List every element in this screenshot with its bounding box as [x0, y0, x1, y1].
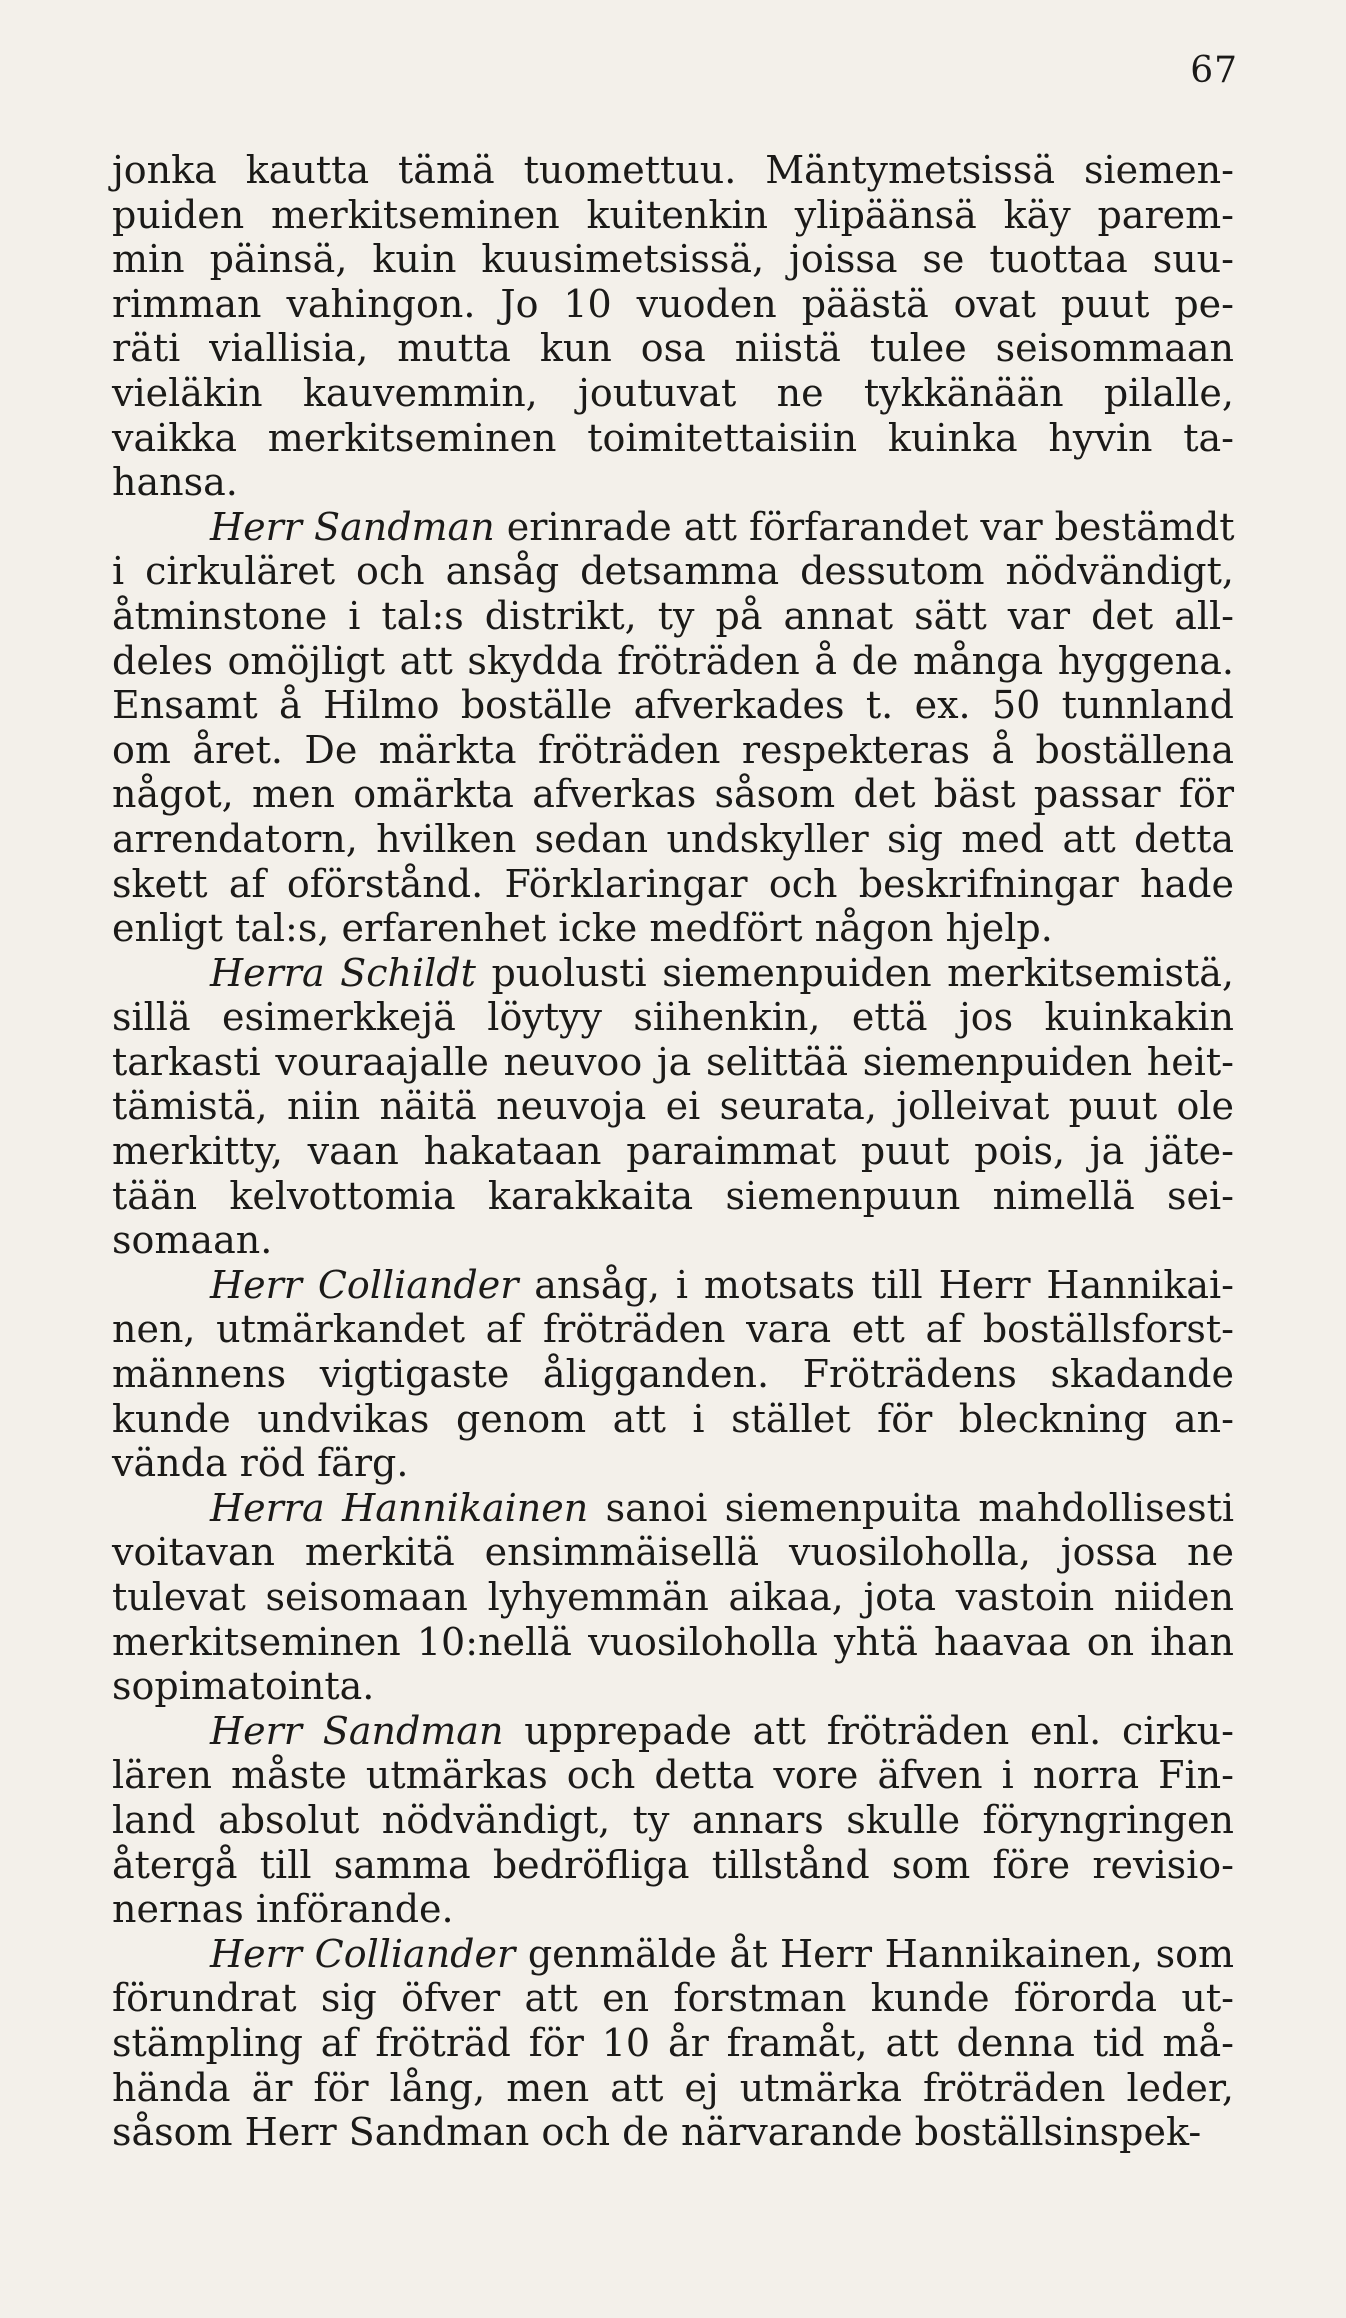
line-text: sanoi siemenpuita mahdollisesti [588, 1485, 1235, 1530]
text-line [112, 505, 1234, 550]
text-line: åtminstone i tal:s distrikt, ty på annat sätt var det all- [112, 593, 1234, 638]
text-line: räti viallisia, mutta kun osa niistä tulee seisommaan [112, 326, 1234, 371]
speaker-name: Herr Sandman [210, 504, 495, 549]
line-text: erinrade att förfarandet var bestämdt [494, 504, 1235, 549]
text-line: kunde undvikas genom att i stället för bleckning an- [112, 1396, 1234, 1441]
text-line: arrendatorn, hvilken sedan undskyller sig med att detta [112, 816, 1234, 861]
page-number: 67 [1190, 50, 1238, 91]
text-line [112, 951, 1234, 996]
text-line: Ensamt å Hilmo boställe afverkades t. ex. 50 tunnland [112, 683, 1234, 728]
text-line: land absolut nödvändigt, ty annars skulle föryngringen [112, 1797, 1234, 1842]
text-line: merkitty, vaan hakataan paraimmat puut pois, ja jäte- [112, 1129, 1234, 1174]
text-line [112, 1932, 1234, 1977]
text-line: somaan. [112, 1218, 273, 1263]
text-line: nen, utmärkandet af fröträden vara ett af boställsforst- [112, 1307, 1234, 1352]
text-line: sillä esimerkkejä löytyy siihenkin, että jos kuinkakin [112, 995, 1234, 1040]
text-line: vaikka merkitseminen toimitettaisiin kuinka hyvin ta- [112, 415, 1234, 460]
text-line: männens vigtigaste åligganden. Fröträdens skadande [112, 1352, 1234, 1397]
text-line: voitavan merkitä ensimmäisellä vuosiloholla, jossa ne [112, 1530, 1234, 1575]
text-line: lären måste utmärkas och detta vore äfven i norra Fin- [112, 1753, 1234, 1798]
line-text: puolusti siemenpuiden merkitsemistä, [475, 950, 1234, 995]
speaker-name: Herr Sandman [210, 1708, 504, 1753]
text-line: stämpling af fröträd för 10 år framåt, att denna tid må- [112, 2020, 1234, 2065]
text-line: tarkasti vouraajalle neuvoo ja selittää siemenpuiden heit- [112, 1039, 1234, 1084]
speaker-name: Herra Schildt [210, 950, 476, 995]
line-text: ansåg, i motsats till Herr Hannikai- [518, 1262, 1235, 1307]
text-line: såsom Herr Sandman och de närvarande boställsinspek- [112, 2110, 1202, 2155]
line-text: genmälde åt Herr Hannikainen, som [515, 1931, 1234, 1976]
speaker-name: Herr Colliander [210, 1931, 516, 1976]
text-line: om året. De märkta fröträden respekteras å boställena [112, 727, 1234, 772]
line-text: upprepade att fröträden enl. cirku- [503, 1708, 1234, 1753]
speaker-name: Herra Hannikainen [210, 1485, 589, 1530]
text-line: rimman vahingon. Jo 10 vuoden päästä ovat puut pe- [112, 281, 1234, 326]
text-line: enligt tal:s, erfarenhet icke medfört någon hjelp. [112, 906, 1053, 951]
text-line: puiden merkitseminen kuitenkin ylipäänsä käy parem- [112, 192, 1234, 237]
text-line [112, 1263, 1234, 1308]
text-line: sopimatointa. [112, 1664, 375, 1709]
text-line: jonka kautta tämä tuomettuu. Mäntymetsissä siemen- [112, 148, 1234, 192]
text-line: hända är för lång, men att ej utmärka fröträden leder, [112, 2065, 1234, 2110]
text-line: tään kelvottomia karakkaita siemenpuun nimellä sei- [112, 1173, 1234, 1218]
text-line: nernas införande. [112, 1887, 454, 1932]
text-line: skett af oförstånd. Förklaringar och beskrifningar hade [112, 861, 1234, 906]
text-line: deles omöjligt att skydda fröträden å de många hyggena. [112, 638, 1234, 683]
body-text [112, 148, 1234, 2155]
text-line [112, 1486, 1234, 1531]
speaker-name: Herr Colliander [210, 1262, 519, 1307]
text-line: merkitseminen 10:nellä vuosiloholla yhtä haavaa on ihan [112, 1619, 1234, 1664]
text-line: min päinsä, kuin kuusimetsissä, joissa se tuottaa suu- [112, 237, 1234, 282]
text-line: något, men omärkta afverkas såsom det bäst passar för [112, 772, 1234, 817]
text-line: tulevat seisomaan lyhyemmän aikaa, jota vastoin niiden [112, 1575, 1234, 1619]
text-line: hansa. [112, 460, 238, 505]
text-line: återgå till samma bedröfliga tillstånd som före revisio- [112, 1842, 1234, 1887]
text-line: vieläkin kauvemmin, joutuvat ne tykkänään pilalle, [112, 370, 1234, 415]
text-line: i cirkuläret och ansåg detsamma dessutom nödvändigt, [112, 549, 1234, 594]
text-line [112, 1709, 1234, 1754]
text-line: tämistä, niin näitä neuvoja ei seurata, jolleivat puut ole [112, 1084, 1234, 1129]
text-line: vända röd färg. [112, 1441, 409, 1486]
text-line: förundrat sig öfver att en forstman kunde förorda ut- [112, 1976, 1234, 2021]
